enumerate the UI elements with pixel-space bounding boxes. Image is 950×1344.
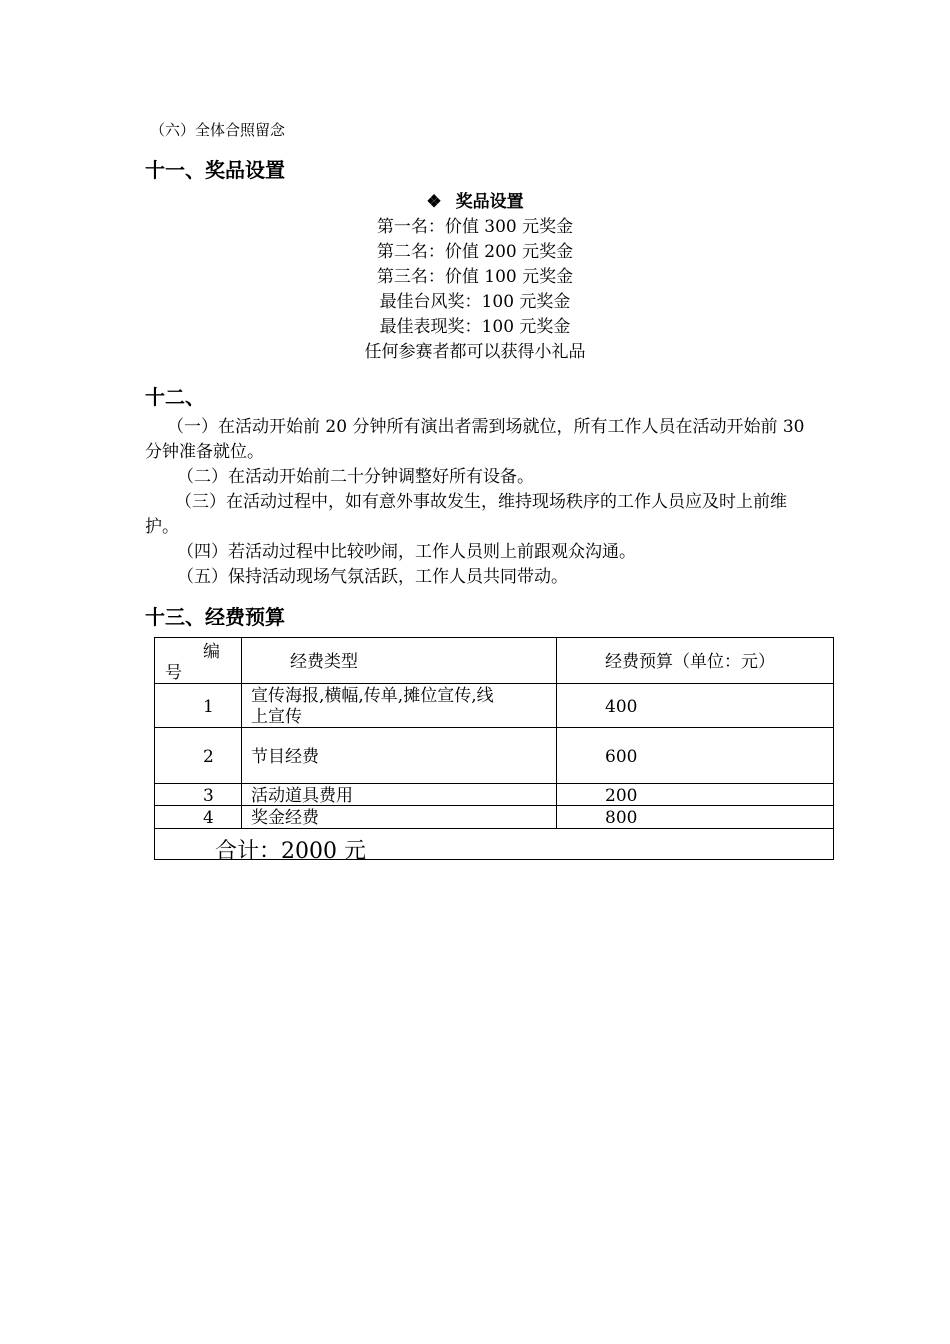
row-2-amount: 600 — [605, 747, 638, 767]
prize-participation: 任何参赛者都可以获得小礼品 — [364, 342, 586, 362]
row-1-amount: 400 — [605, 697, 638, 717]
row-3-type: 活动道具费用 — [251, 786, 353, 806]
row-2-type: 节目经费 — [251, 747, 319, 767]
header-number-line2: 号 — [165, 663, 182, 683]
row-1-type-line2: 上宣传 — [251, 707, 302, 727]
row-1-type-line1: 宣传海报,横幅,传单,摊位宣传,线 — [251, 686, 494, 706]
rule-1: （一）在活动开始前 20 分钟所有演出者需到场就位，所有工作人员在活动开始前 30 分钟准备就位。 — [145, 417, 805, 462]
rule-2: （二）在活动开始前二十分钟调整好所有设备。 — [177, 467, 534, 487]
prize-third: 第三名：价值 100 元奖金 — [376, 267, 574, 287]
diamond-bullet-icon: ❖ — [426, 192, 442, 212]
row-3-number: 3 — [203, 786, 214, 806]
prize-title: 奖品设置 — [455, 192, 524, 212]
prize-heading — [0, 190, 950, 215]
row-3-amount: 200 — [605, 786, 638, 806]
section-13-title: 十三、经费预算 — [145, 605, 285, 629]
column-divider — [241, 638, 242, 828]
rule-5: （五）保持活动现场气氛活跃，工作人员共同带动。 — [177, 567, 568, 587]
prize-second: 第二名：价值 200 元奖金 — [376, 242, 574, 262]
row-2-number: 2 — [203, 747, 214, 767]
prize-best-stage: 最佳台风奖：100 元奖金 — [379, 292, 571, 312]
header-number-line1: 编 — [203, 642, 220, 662]
row-divider — [155, 783, 833, 784]
budget-total: 合计：2000 元 — [215, 839, 366, 864]
row-divider — [155, 683, 833, 684]
budget-table — [154, 637, 834, 864]
row-4-number: 4 — [203, 808, 214, 828]
header-amount: 经费预算（单位：元） — [605, 652, 775, 672]
activity-item-six: （六）全体合照留念 — [150, 121, 286, 139]
column-divider — [556, 638, 557, 828]
row-4-amount: 800 — [605, 808, 638, 828]
rule-3: （三）在活动过程中，如有意外事故发生，维持现场秩序的工作人员应及时上前维护。 — [145, 492, 787, 537]
section-12-title: 十二、 — [145, 385, 205, 409]
prize-first: 第一名：价值 300 元奖金 — [376, 217, 574, 237]
prize-list — [0, 190, 950, 365]
rule-4: （四）若活动过程中比较吵闹，工作人员则上前跟观众沟通。 — [177, 542, 636, 562]
row-1-number: 1 — [203, 697, 214, 717]
section-11-title: 十一、奖品设置 — [145, 158, 285, 182]
row-4-type: 奖金经费 — [251, 808, 319, 828]
header-type: 经费类型 — [290, 652, 358, 672]
prize-best-performance: 最佳表现奖：100 元奖金 — [379, 317, 571, 337]
